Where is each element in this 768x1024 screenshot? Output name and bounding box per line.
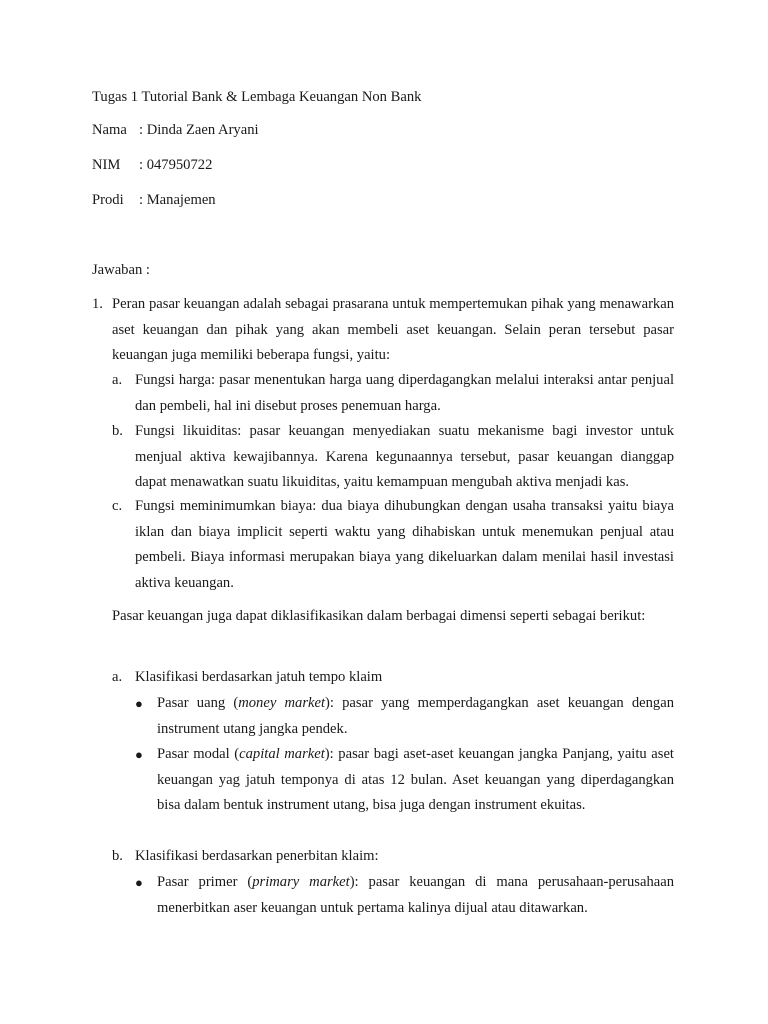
function-c-text: Fungsi meminimumkan biaya: dua biaya dihubungkan dengan usaha transaksi yaitu biaya iklan dan biaya implicit seperti waktu yang dihabiskan untuk menemukan penjual atau pembeli. Biaya informasi merupakan biaya yang dikeluarkan dalam menilai hasil investasi aktiva keuangan. (135, 498, 674, 591)
bullet-primary-market: ● (135, 875, 143, 890)
classification-intro-paragraph: Pasar keuangan juga dapat diklasifikasikan dalam berbagai dimensi seperti sebagai berikut: (112, 608, 646, 624)
field-name-value: : Dinda Zaen Aryani (139, 122, 259, 138)
answer-heading: Jawaban : (92, 262, 150, 278)
bullet-money-market: ● (135, 696, 143, 711)
document-title: Tugas 1 Tutorial Bank & Lembaga Keuangan Non Bank (92, 89, 422, 105)
function-marker-b: b. (112, 423, 123, 439)
classification-marker-b: b. (112, 848, 123, 864)
bullet-capital-market: ● (135, 747, 143, 762)
function-b-text: Fungsi likuiditas: pasar keuangan menyediakan suatu mekanisme bagi investor untuk menjual aktiva kewajibannya. Karena kegunaannya tersebut, pasar keuangan dianggap dapat menawatkan suatu likuiditas, yaitu kemampuan mengubah aktiva menjadi kas. (135, 423, 674, 490)
classification-b-title: Klasifikasi berdasarkan penerbitan klaim: (135, 848, 379, 864)
field-prodi-label: Prodi (92, 192, 124, 208)
field-nim (92, 156, 212, 174)
item-intro-paragraph: Peran pasar keuangan adalah sebagai prasarana untuk mempertemukan pihak yang menawarkan aset keuangan dan pihak yang akan membeli aset keuangan. Selain peran tersebut pasar keuangan juga memiliki beberapa fungsi, yaitu: (112, 296, 674, 363)
field-prodi-value: : Manajemen (139, 192, 216, 208)
field-name-label: Nama (92, 122, 127, 138)
function-a-text: Fungsi harga: pasar menentukan harga uang diperdagangkan melalui interaksi antar penjual dan pembeli, hal ini disebut proses penemuan harga. (135, 372, 674, 414)
primary-market-text: Pasar primer (primary market): pasar keuangan di mana perusahaan-perusahaan menerbitkan aser keuangan untuk pertama kalinya dijual atau ditawarkan. (157, 874, 674, 916)
money-market-term: money market (238, 695, 326, 711)
capital-market-term: capital market (239, 746, 325, 762)
field-nim-label: NIM (92, 157, 121, 173)
function-marker-c: c. (112, 498, 123, 514)
item-number: 1. (92, 296, 103, 312)
field-prodi (92, 191, 216, 209)
function-marker-a: a. (112, 372, 123, 388)
classification-marker-a: a. (112, 669, 123, 685)
money-market-text: Pasar uang (money market): pasar yang memperdagangkan aset keuangan dengan instrument utang jangka pendek. (157, 695, 674, 737)
field-name (92, 121, 259, 139)
field-nim-value: : 047950722 (139, 157, 213, 173)
capital-market-text: Pasar modal (capital market): pasar bagi aset-aset keuangan jangka Panjang, yaitu aset keuangan yag jatuh temponya di atas 12 bulan. Aset keuangan yang diperdagangkan bisa dalam bentuk instrument utang, bisa juga dengan instrument ekuitas. (157, 746, 674, 813)
primary-market-term: primary market (252, 874, 350, 890)
classification-a-title: Klasifikasi berdasarkan jatuh tempo klaim (135, 669, 383, 685)
